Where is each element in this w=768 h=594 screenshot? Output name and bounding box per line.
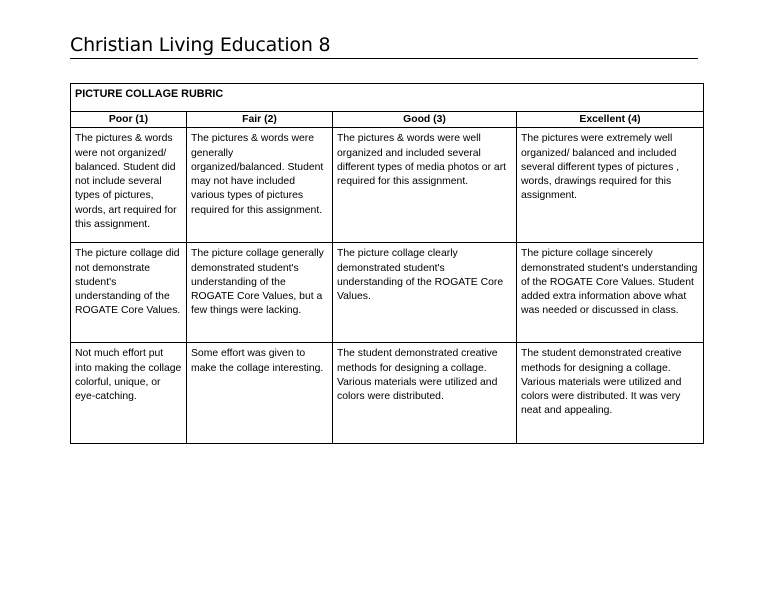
- rubric-caption-row: [71, 84, 704, 112]
- document-title: Christian Living Education 8: [70, 34, 331, 56]
- rubric-table: [70, 83, 704, 444]
- column-header-poor: Poor (1): [71, 112, 187, 128]
- rubric-cell-excellent: The picture collage sincerely demonstrated student's understanding of the ROGATE Core Values. Student added extra information above what was needed or discussed in class.: [517, 243, 704, 343]
- rubric-row-organization: [71, 128, 704, 243]
- rubric-row-understanding: [71, 243, 704, 343]
- rubric-caption: PICTURE COLLAGE RUBRIC: [71, 84, 704, 112]
- rubric-cell-good: The pictures & words were well organized and included several different types of media photos or art required for this assignment.: [333, 128, 517, 243]
- rubric-cell-fair: The picture collage generally demonstrated student's understanding of the ROGATE Core Values, but a few things were lacking.: [187, 243, 333, 343]
- rubric-cell-fair: The pictures & words were generally organized/balanced. Student may not have included various types of pictures required for this assignment.: [187, 128, 333, 243]
- rubric-row-creativity: [71, 343, 704, 444]
- rubric-cell-good: The student demonstrated creative methods for designing a collage. Various materials were utilized and colors were distributed.: [333, 343, 517, 444]
- rubric-cell-poor: The picture collage did not demonstrate student's understanding of the ROGATE Core Values.: [71, 243, 187, 343]
- rubric-cell-good: The picture collage clearly demonstrated student's understanding of the ROGATE Core Values.: [333, 243, 517, 343]
- rubric-cell-fair: Some effort was given to make the collage interesting.: [187, 343, 333, 444]
- rubric-cell-poor: The pictures & words were not organized/ balanced. Student did not include several types of pictures, words, art required for this assignment.: [71, 128, 187, 243]
- column-header-excellent: Excellent (4): [517, 112, 704, 128]
- rubric-cell-excellent: The student demonstrated creative methods for designing a collage. Various materials were utilized and colors were distributed. It was very neat and appealing.: [517, 343, 704, 444]
- title-underline: [70, 58, 698, 59]
- column-header-fair: Fair (2): [187, 112, 333, 128]
- rubric-cell-poor: Not much effort put into making the collage colorful, unique, or eye-catching.: [71, 343, 187, 444]
- rubric-header-row: [71, 112, 704, 128]
- column-header-good: Good (3): [333, 112, 517, 128]
- rubric-cell-excellent: The pictures were extremely well organized/ balanced and included several different types of pictures , words, drawings required for this assignment.: [517, 128, 704, 243]
